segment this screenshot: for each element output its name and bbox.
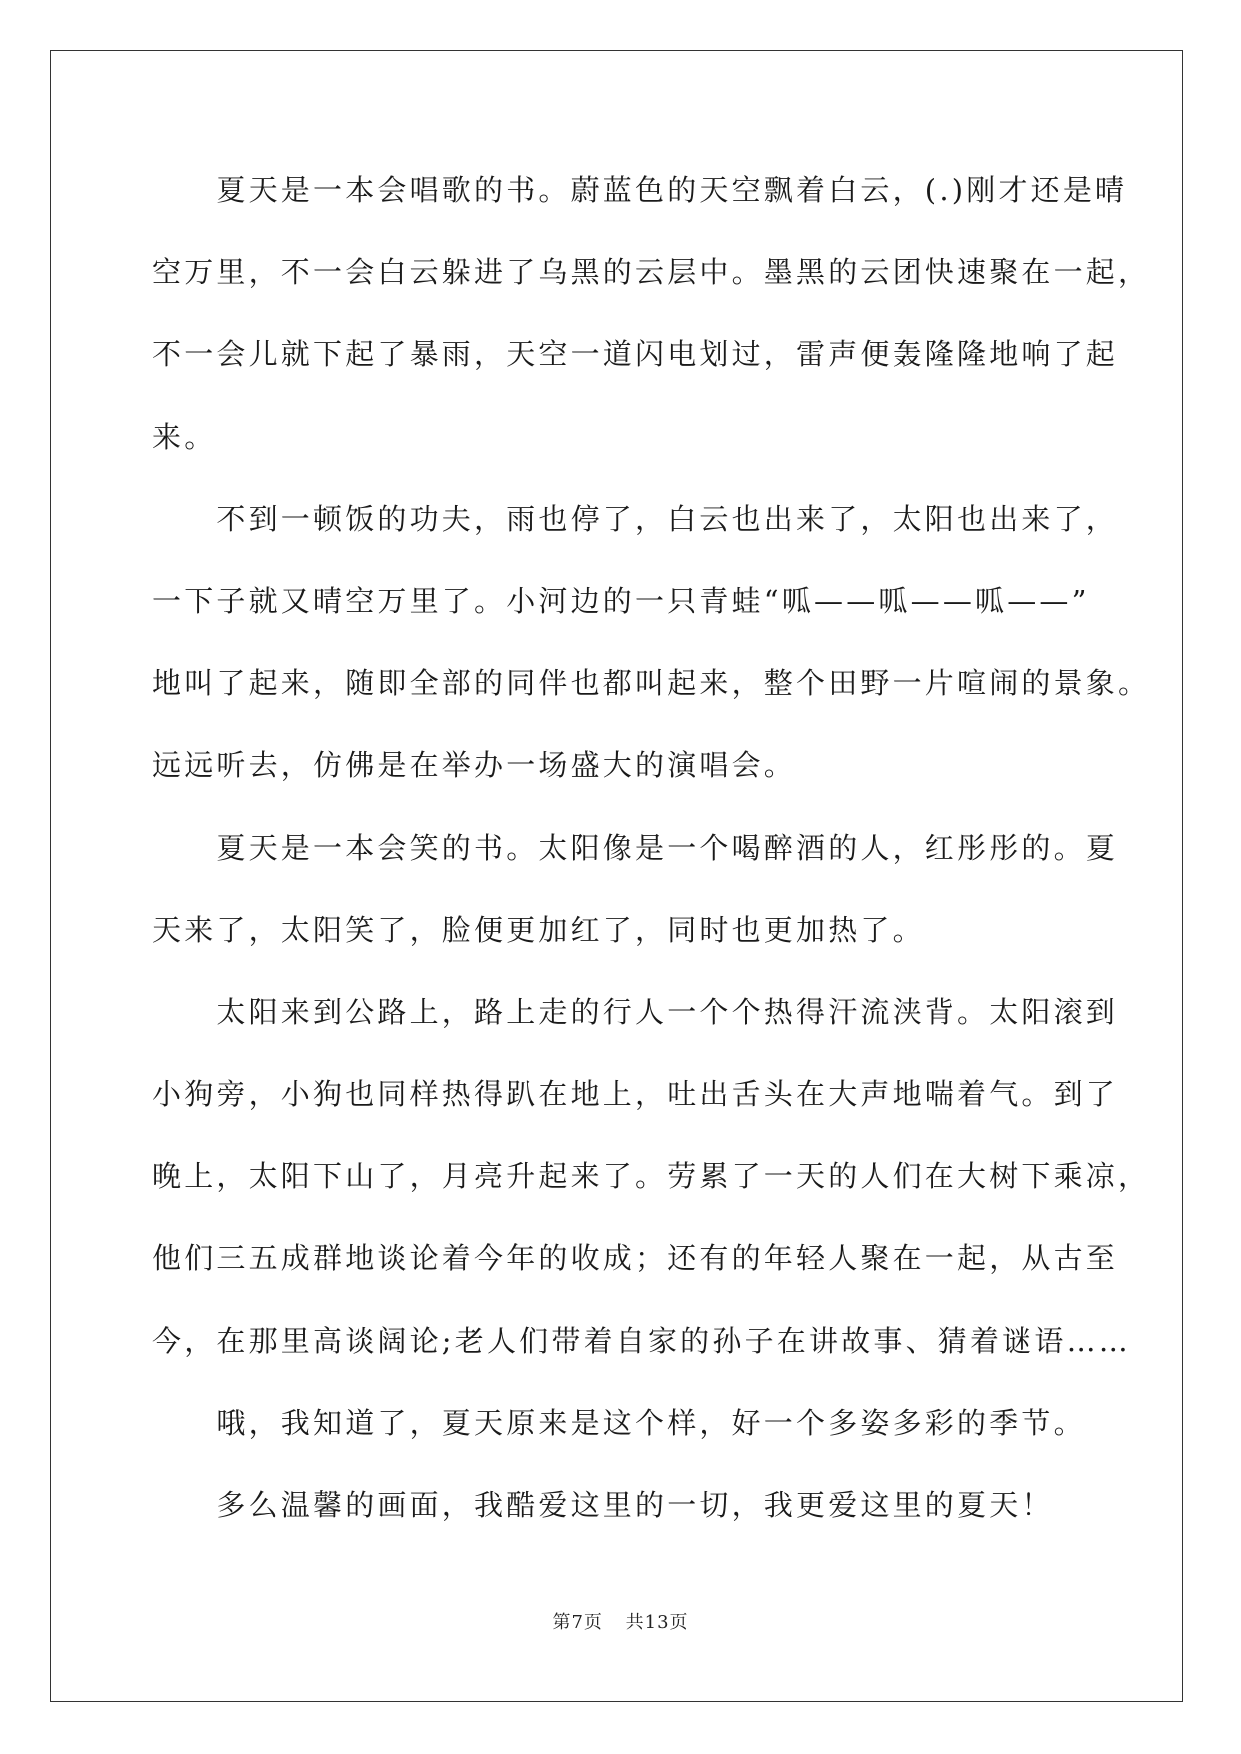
text-line: 不一会儿就下起了暴雨，天空一道闪电划过，雷声便轰隆隆地响了起 — [152, 337, 1119, 372]
text-line: 不到一顿饭的功夫，雨也停了，白云也出来了，太阳也出来了， — [152, 501, 1119, 536]
text-line: 哦，我知道了，夏天原来是这个样，好一个多姿多彩的季节。 — [152, 1405, 1086, 1440]
text-line: 多么温馨的画面，我酷爱这里的一切，我更爱这里的夏天！ — [152, 1488, 1054, 1522]
page-footer — [0, 1608, 1241, 1634]
text-line: 空万里，不一会白云躲进了乌黑的云层中。墨黑的云团快速聚在一起， — [152, 255, 1151, 290]
text-line: 夏天是一本会笑的书。太阳像是一个喝醉酒的人，红彤彤的。夏 — [152, 830, 1119, 865]
text-line: 太阳来到公路上，路上走的行人一个个热得汗流浃背。太阳滚到 — [152, 994, 1119, 1029]
page-number: 第7页 — [552, 1612, 603, 1633]
text-line: 天来了，太阳笑了，脸便更加红了，同时也更加热了。 — [152, 912, 925, 947]
text-line: 晚上，太阳下山了，月亮升起来了。劳累了一天的人们在大树下乘凉， — [152, 1159, 1151, 1194]
page-total: 共13页 — [625, 1612, 689, 1633]
text-line: 地叫了起来，随即全部的同伴也都叫起来，整个田野一片喧闹的景象。 — [152, 666, 1151, 701]
text-line: 他们三五成群地谈论着今年的收成；还有的年轻人聚在一起，从古至 — [152, 1241, 1119, 1276]
text-line: 来。 — [152, 419, 217, 454]
document-body — [152, 160, 1151, 1557]
text-line: 小狗旁，小狗也同样热得趴在地上，吐出舌头在大声地喘着气。到了 — [152, 1077, 1119, 1112]
text-line: 远远听去，仿佛是在举办一场盛大的演唱会。 — [152, 748, 797, 783]
text-line: 一下子就又晴空万里了。小河边的一只青蛙“呱——呱——呱——” — [152, 583, 1090, 618]
text-line: 今，在那里高谈阔论;老人们带着自家的孙子在讲故事、猜着谜语…… — [152, 1323, 1131, 1358]
text-line: 夏天是一本会唱歌的书。蔚蓝色的天空飘着白云，(.)刚才还是晴 — [152, 173, 1128, 207]
